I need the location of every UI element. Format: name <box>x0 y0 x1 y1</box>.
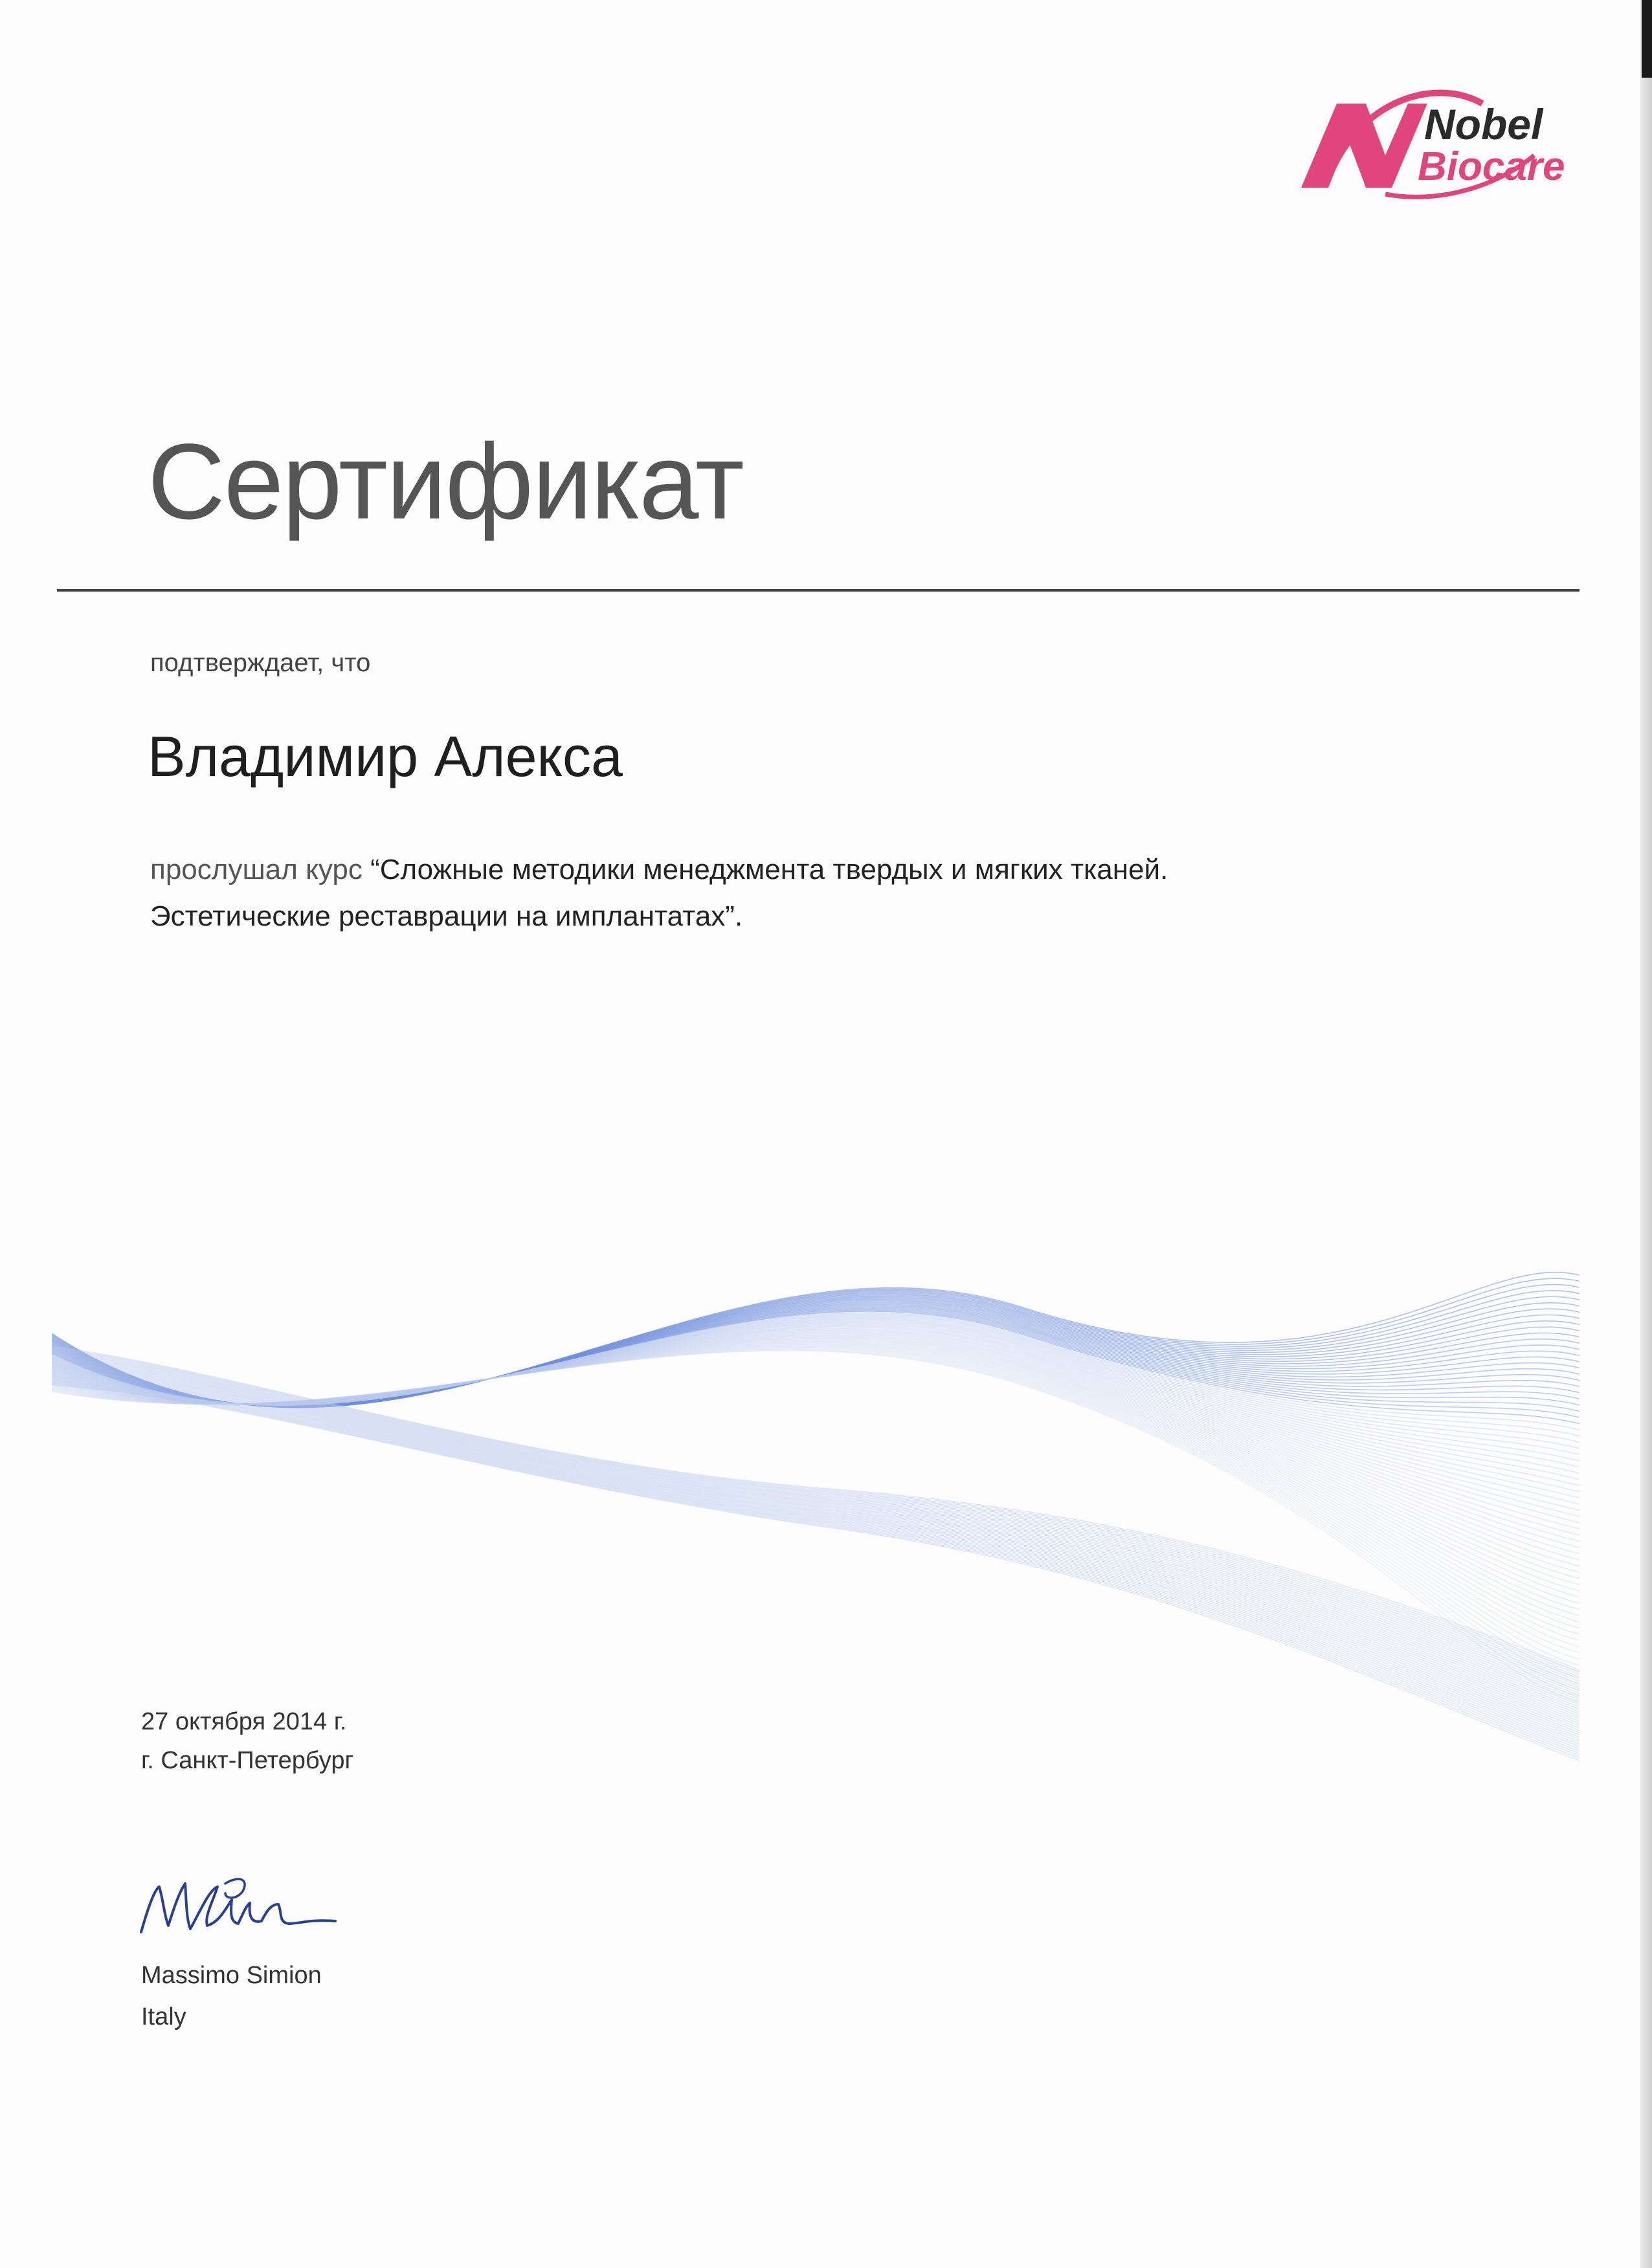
logo-line2: Biocare <box>1418 144 1565 189</box>
issue-info <box>141 1702 353 1780</box>
course-text <box>150 847 1168 940</box>
recipient-name: Владимир Алекса <box>148 724 623 788</box>
signatory-country: Italy <box>141 2003 186 2030</box>
logo-line1: Nobel <box>1424 100 1543 148</box>
decorative-wave-lines <box>52 1217 1579 1773</box>
issue-city: г. Санкт-Петербург <box>141 1747 354 1774</box>
course-lead: прослушал курс <box>150 854 371 885</box>
signatory-block <box>141 1955 322 2038</box>
signatory-name: Massimo Simion <box>141 1962 322 1989</box>
confirms-text: подтверждает, что <box>150 649 371 677</box>
issue-date: 27 октября 2014 г. <box>141 1708 347 1735</box>
nobel-biocare-logo <box>1288 78 1586 214</box>
scan-edge-shadow <box>1642 0 1652 78</box>
certificate-title: Сертификат <box>148 422 743 542</box>
scan-edge <box>1640 0 1652 2268</box>
handwritten-signature <box>135 1864 342 1948</box>
course-title-part1: “Сложные методики менеджмента твердых и мягких тканей. <box>370 854 1168 885</box>
course-line-1 <box>150 847 1168 893</box>
course-title-part2: Эстетические реставрации на имплантатах”. <box>150 900 743 932</box>
title-divider <box>57 589 1579 592</box>
